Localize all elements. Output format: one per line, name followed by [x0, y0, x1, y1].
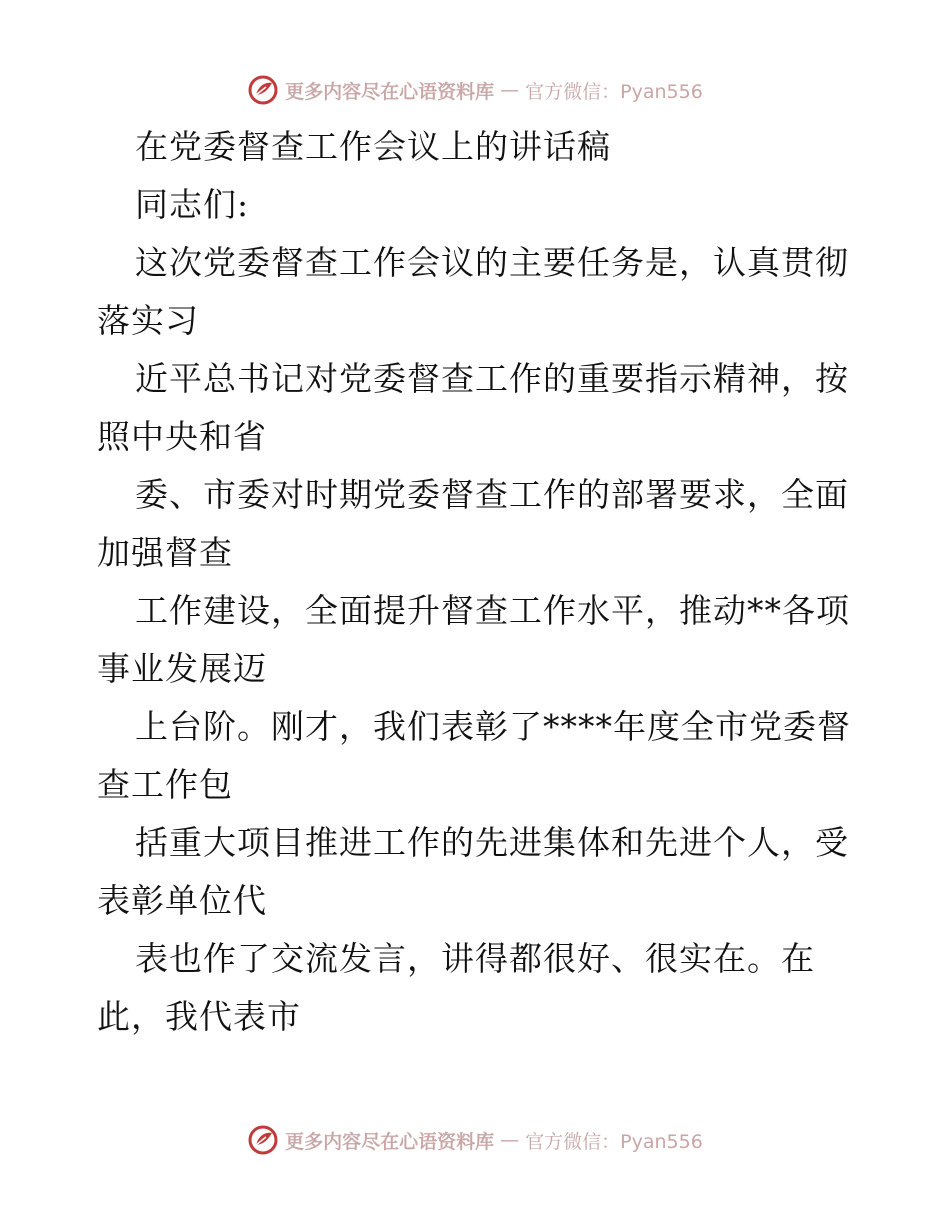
- banner-wechat: 官方微信：Pyan556: [525, 1130, 703, 1153]
- text-line: 事业发展迈: [97, 649, 267, 688]
- text-line: 查工作包: [97, 765, 233, 804]
- leaf-logo-icon: [247, 1124, 279, 1156]
- banner-separator: —: [500, 79, 520, 101]
- text-line: 表彰单位代: [97, 881, 267, 920]
- text-line: 委、市委对时期党委督查工作的部署要求，全面: [135, 475, 849, 514]
- banner-separator: —: [500, 1129, 520, 1151]
- text-line: 括重大项目推进工作的先进集体和先进个人，受: [135, 823, 849, 862]
- text-line: 加强督查: [97, 533, 233, 572]
- footer-banner: [0, 1120, 950, 1160]
- text-line: 工作建设，全面提升督查工作水平，推动**各项: [135, 591, 850, 630]
- text-line: 这次党委督查工作会议的主要任务是，认真贯彻: [135, 243, 849, 282]
- document-title: 在党委督查工作会议上的讲话稿: [135, 127, 611, 166]
- header-banner: [0, 70, 950, 110]
- text-line: 表也作了交流发言，讲得都很好、很实在。在: [135, 939, 815, 978]
- text-line: 落实习: [97, 301, 199, 340]
- text-line: 上台阶。刚才，我们表彰了****年度全市党委督: [135, 707, 851, 746]
- salutation: 同志们:: [135, 185, 250, 224]
- paragraph: [97, 234, 857, 1046]
- leaf-logo-icon: [247, 74, 279, 106]
- banner-wechat: 官方微信：Pyan556: [525, 80, 703, 103]
- banner-text: 更多内容尽在心语资料库: [285, 80, 495, 103]
- text-line: 近平总书记对党委督查工作的重要指示精神，按: [135, 359, 849, 398]
- banner-text: 更多内容尽在心语资料库: [285, 1130, 495, 1153]
- document-body: [97, 118, 857, 1046]
- text-line: 此，我代表市: [97, 997, 301, 1036]
- text-line: 照中央和省: [97, 417, 267, 456]
